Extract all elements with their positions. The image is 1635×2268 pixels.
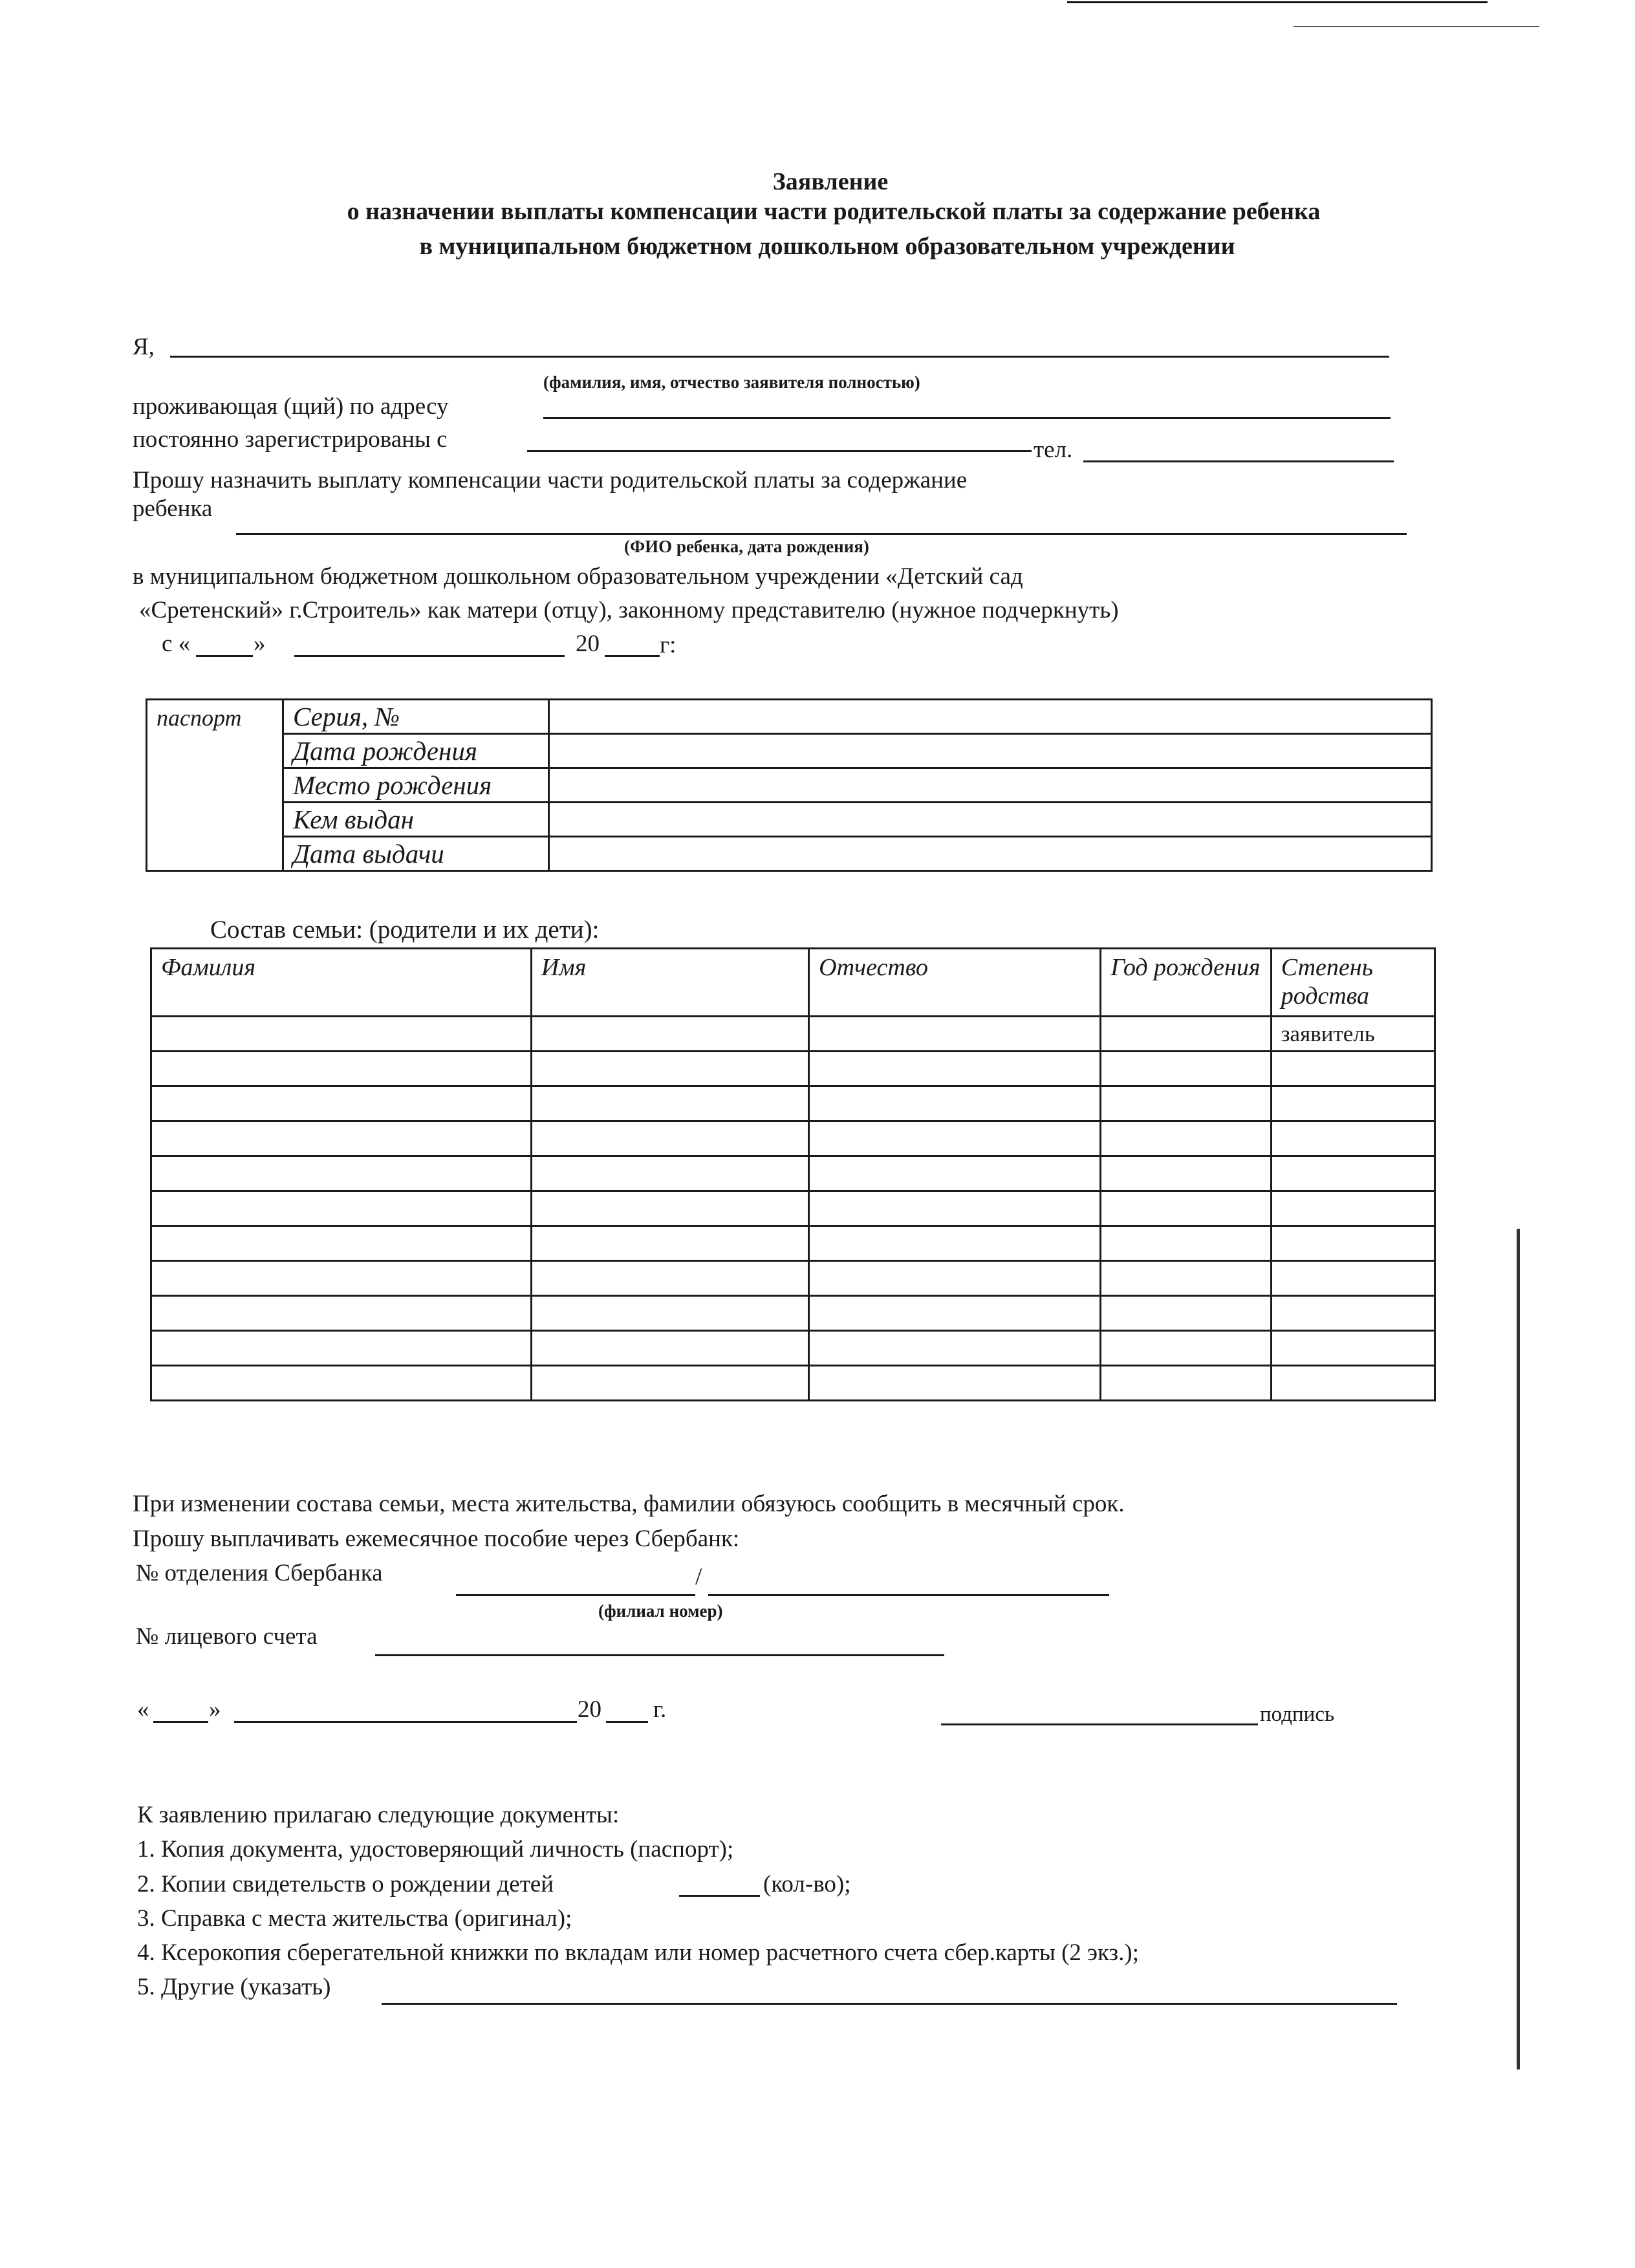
family-cell[interactable] [1101,1261,1272,1296]
family-cell[interactable] [151,1086,532,1121]
child-label: ребенка [133,495,213,522]
address-field[interactable] [543,417,1391,419]
passport-field-label: Кем выдан [283,803,549,837]
family-cell[interactable] [809,1296,1101,1331]
attachment-item-3: 3. Справка с места жительства (оригинал); [137,1905,572,1932]
registered-label: постоянно зарегистрированы с [133,426,448,453]
passport-field-value[interactable] [549,803,1432,837]
institution-line-2: «Сретенский» г.Строитель» как матери (отцу), законному представителю (нужное подчеркнуть) [139,597,1119,623]
attachment-item-4: 4. Ксерокопия сберегательной книжки по вкладам или номер расчетного счета сбер.карты (2 экз.); [137,1939,1139,1966]
family-cell[interactable] [531,1052,808,1086]
request-line: Прошу назначить выплату компенсации части родительской платы за содержание [133,467,968,493]
family-column-header: Отчество [809,949,1101,1017]
family-cell[interactable] [531,1366,808,1401]
start-date-quote: » [254,631,266,657]
change-notice: При изменении состава семьи, места жительства, фамилии обязуюсь сообщить в месячный срок. [133,1491,1125,1517]
child-field[interactable] [236,533,1407,535]
family-cell[interactable] [1271,1156,1435,1191]
family-cell[interactable] [151,1121,532,1156]
family-cell[interactable] [531,1017,808,1052]
family-row [151,1121,1435,1156]
family-cell[interactable] [1271,1226,1435,1261]
start-year-field[interactable] [605,655,660,657]
applicant-prefix: Я, [133,334,155,360]
family-cell[interactable] [1271,1052,1435,1086]
birth-certificates-count-field[interactable] [679,1895,760,1897]
family-row [151,1017,1435,1052]
phone-field[interactable] [1083,460,1394,462]
branch-label: № отделения Сбербанка [136,1560,383,1586]
family-cell[interactable] [1101,1156,1272,1191]
institution-line-1: в муниципальном бюджетном дошкольном образовательном учреждении «Детский сад [133,563,1023,590]
address-label: проживающая (щий) по адресу [133,393,449,420]
passport-field-value[interactable] [549,768,1432,803]
family-row [151,1261,1435,1296]
start-year-prefix: 20 [576,631,600,657]
family-cell[interactable] [1101,1052,1272,1086]
child-caption: (ФИО ребенка, дата рождения) [624,537,869,556]
attachment-item-2: 2. Копии свидетельств о рождении детей [137,1871,554,1897]
family-cell[interactable] [809,1052,1101,1086]
start-date-prefix: с « [162,631,191,657]
branch-separator: / [695,1564,702,1590]
family-column-header: Имя [531,949,808,1017]
scan-artifact-right [1517,1229,1520,2069]
family-cell[interactable] [809,1191,1101,1226]
family-cell[interactable] [809,1156,1101,1191]
scan-artifact-top-2 [1294,26,1539,27]
family-cell[interactable] [809,1261,1101,1296]
family-row [151,1052,1435,1086]
family-cell[interactable] [1271,1121,1435,1156]
family-cell[interactable] [809,1226,1101,1261]
family-cell[interactable] [531,1226,808,1261]
sign-date-open: « [137,1696,149,1723]
family-cell[interactable] [1101,1366,1272,1401]
passport-row [147,837,1432,871]
family-cell[interactable] [1101,1296,1272,1331]
family-cell[interactable] [1271,1331,1435,1366]
family-cell[interactable] [531,1261,808,1296]
family-cell[interactable] [151,1156,532,1191]
document-subtitle-2: в муниципальном бюджетном дошкольном образовательном учреждении [419,233,1235,260]
family-cell[interactable] [151,1191,532,1226]
passport-field-label: Дата выдачи [283,837,549,871]
sign-year-suffix: г. [653,1696,667,1723]
family-cell[interactable] [151,1366,532,1401]
family-column-header: Год рождения [1101,949,1272,1017]
registered-date-field[interactable] [527,450,1032,452]
family-cell[interactable] [151,1052,532,1086]
family-row [151,1331,1435,1366]
family-cell[interactable] [151,1017,532,1052]
passport-table [146,698,1433,872]
passport-header: паспорт [147,700,283,871]
passport-field-value[interactable] [549,700,1432,734]
document-title: Заявление [772,168,889,195]
applicant-name-field[interactable] [170,356,1389,358]
family-cell[interactable] [531,1121,808,1156]
sign-year-field[interactable] [606,1721,648,1723]
start-month-field[interactable] [294,655,565,657]
family-cell[interactable] [531,1296,808,1331]
branch-number-field[interactable] [456,1594,695,1596]
family-cell[interactable] [151,1226,532,1261]
passport-row [147,768,1432,803]
family-cell[interactable] [1271,1086,1435,1121]
family-row [151,1156,1435,1191]
family-table [150,947,1436,1401]
passport-field-label: Дата рождения [283,734,549,768]
family-row [151,1086,1435,1121]
phone-label: тел. [1034,437,1073,463]
family-cell[interactable] [151,1331,532,1366]
family-row [151,1191,1435,1226]
signature-field[interactable] [941,1723,1258,1725]
family-column-header: Степень родства [1271,949,1435,1017]
family-column-header: Фамилия [151,949,532,1017]
account-label: № лицевого счета [136,1623,318,1650]
family-row [151,1296,1435,1331]
document-subtitle-1: о назначении выплаты компенсации части родительской платы за содержание ребенка [347,198,1321,225]
scan-artifact-top [1067,1,1488,3]
signature-label: подпись [1260,1703,1335,1726]
sign-year-prefix: 20 [578,1696,601,1723]
family-cell[interactable] [531,1156,808,1191]
family-row [151,1366,1435,1401]
family-relation-applicant[interactable]: заявитель [1271,1017,1435,1052]
sign-day-field[interactable] [153,1721,208,1723]
account-field[interactable] [375,1654,944,1656]
family-header-row [151,949,1435,1017]
family-cell[interactable] [1101,1086,1272,1121]
applicant-name-caption: (фамилия, имя, отчество заявителя полностью) [543,373,920,392]
family-cell[interactable] [151,1296,532,1331]
attachments-heading: К заявлению прилагаю следующие документы: [137,1802,620,1828]
family-cell[interactable] [1101,1226,1272,1261]
family-cell[interactable] [1271,1296,1435,1331]
family-cell[interactable] [1101,1331,1272,1366]
attachment-item-1: 1. Копия документа, удостоверяющий личность (паспорт); [137,1836,734,1863]
passport-row [147,734,1432,768]
family-cell[interactable] [1101,1017,1272,1052]
attachment-item-5: 5. Другие (указать) [137,1974,331,2000]
family-cell[interactable] [531,1191,808,1226]
passport-row [147,803,1432,837]
family-cell[interactable] [531,1331,808,1366]
family-row [151,1226,1435,1261]
family-cell[interactable] [809,1121,1101,1156]
family-cell[interactable] [531,1086,808,1121]
sign-month-field[interactable] [234,1721,577,1723]
family-cell[interactable] [151,1261,532,1296]
branch-caption: (филиал номер) [598,1601,723,1621]
payment-request: Прошу выплачивать ежемесячное пособие через Сбербанк: [133,1526,740,1552]
passport-field-value[interactable] [549,734,1432,768]
passport-field-value[interactable] [549,837,1432,871]
passport-row [147,700,1432,734]
family-cell[interactable] [1271,1366,1435,1401]
other-documents-field[interactable] [382,2003,1397,2005]
family-title: Состав семьи: (родители и их дети): [210,916,600,944]
sign-date-close: » [209,1696,221,1723]
family-cell[interactable] [809,1017,1101,1052]
family-cell[interactable] [809,1331,1101,1366]
family-cell[interactable] [1101,1191,1272,1226]
start-day-field[interactable] [196,655,253,657]
family-cell[interactable] [809,1366,1101,1401]
family-cell[interactable] [809,1086,1101,1121]
family-cell[interactable] [1271,1191,1435,1226]
passport-field-label: Место рождения [283,768,549,803]
start-year-suffix: г: [660,632,677,658]
passport-field-label: Серия, № [283,700,549,734]
family-cell[interactable] [1271,1261,1435,1296]
branch-branch-field[interactable] [708,1594,1109,1596]
family-cell[interactable] [1101,1121,1272,1156]
attachment-item-2-suffix: (кол-во); [763,1871,851,1897]
